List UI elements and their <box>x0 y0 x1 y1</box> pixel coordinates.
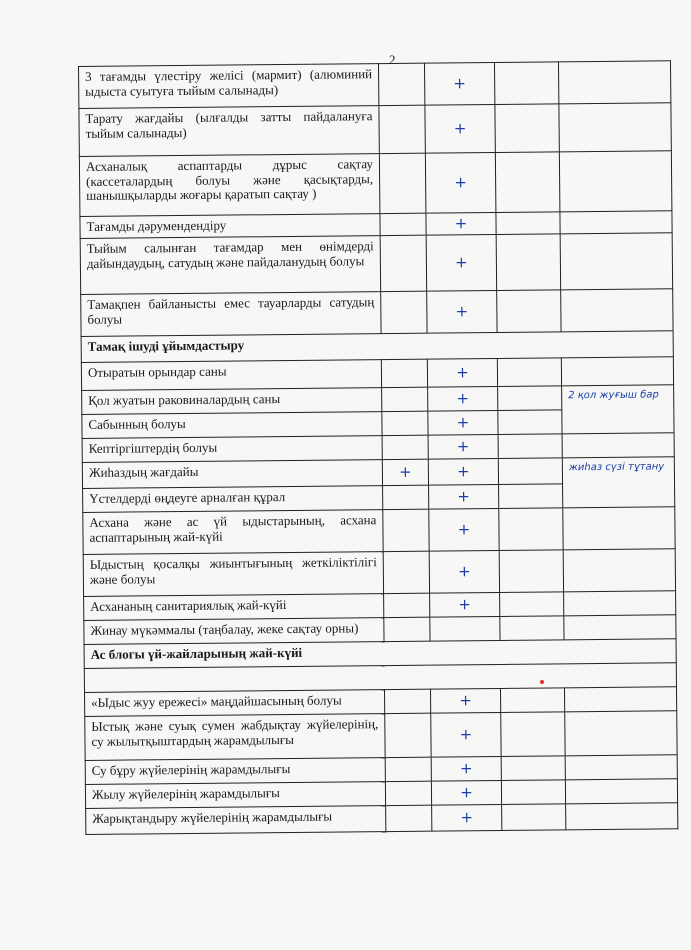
criterion-cell: «Ыдыс жуу ережесі» маңдайшасының болуы <box>85 690 385 717</box>
check-mark: + <box>427 358 497 387</box>
note-cell <box>565 779 677 804</box>
check-mark: + <box>424 63 494 106</box>
criterion-cell: Тыйым салынған тағамдар мен өнімдерді дайындаудың, сатудың және пайдаланудың болуы <box>80 236 381 295</box>
section-title: Тамақ ішуді ұйымдастыру <box>81 331 673 363</box>
check-mark: + <box>382 459 428 485</box>
table-row <box>81 289 673 337</box>
table-row <box>79 103 671 157</box>
criterion-cell: Ыстық және суық сумен жабдықтау жүйелерінің, су жылытқыштардың жарамдылығы <box>85 714 385 761</box>
criterion-cell: 3 тағамды үлестіру желісі (мармит) (алюминий ыдыста суытуға тыйым салынады) <box>79 64 379 109</box>
note-cell <box>561 289 673 332</box>
check-mark: + <box>431 712 501 757</box>
note-cell <box>558 61 670 104</box>
note-cell <box>561 357 673 386</box>
table-row <box>85 711 677 761</box>
criterion-cell: Жарықтандыру жүйелерінің жарамдылығы <box>86 806 386 835</box>
section-title: Ас блогы үй-жайларының жай-күйі <box>84 639 676 669</box>
check-mark: + <box>431 780 501 805</box>
criterion-cell: Ыдыстың қосалқы жиынтығының жеткіліктілігі және болуы <box>83 552 383 597</box>
check-mark: + <box>428 458 498 485</box>
ink-spot <box>540 680 544 684</box>
criterion-cell: Үстелдерді өңдеуге арналған құрал <box>83 486 383 513</box>
check-mark <box>430 616 500 641</box>
criterion-cell: Асханалық аспаптарды дұрыс сақтау (кассеталардың болуы және қасықтарды, шанышқыларды жоғары қаратып сақтау ) <box>79 154 380 217</box>
check-mark: + <box>428 434 498 459</box>
check-mark: + <box>429 508 499 551</box>
table-row <box>82 457 674 489</box>
inspection-sheet <box>78 60 678 896</box>
criterion-cell: Кептіргіштердің болуы <box>82 436 382 463</box>
note-cell <box>564 687 676 712</box>
check-mark: + <box>428 386 498 411</box>
criterion-cell: Жиһаздың жағдайы <box>82 460 382 489</box>
table-row <box>82 385 674 415</box>
check-mark: + <box>430 592 500 617</box>
criterion-cell: Су бұру жүйелерінің жарамдылығы <box>85 758 385 785</box>
table-row <box>83 507 675 555</box>
note-cell <box>559 151 672 212</box>
criterion-cell: Тарату жағдайы (ылғалды затты пайдалануға тыйым салынады) <box>79 106 379 157</box>
criterion-cell: Асхананың санитариялық жай-күйі <box>84 594 384 621</box>
check-mark: + <box>425 104 495 153</box>
check-mark: + <box>425 152 496 213</box>
criterion-cell: Асхана және ас үй ыдыстарының, асхана аспаптарының жай-күйі <box>83 510 383 555</box>
table-row <box>79 151 672 217</box>
note-cell <box>564 615 676 640</box>
check-mark: + <box>426 234 497 291</box>
check-mark: + <box>429 484 499 509</box>
checklist-table <box>78 60 678 835</box>
criterion-cell: Жинау мүкәммалы (таңбалау, жеке сақтау орны) <box>84 618 384 645</box>
criterion-cell: Жылу жүйелерінің жарамдылығы <box>85 782 385 809</box>
handwritten-note: жиһаз сүзі тұтану <box>562 457 674 508</box>
table-row <box>80 233 673 295</box>
criterion-cell: Отыратын орындар саны <box>81 360 381 391</box>
page-number: 2 <box>389 52 396 67</box>
note-cell <box>564 591 676 616</box>
check-mark: + <box>431 756 501 781</box>
check-mark: + <box>426 212 496 235</box>
criterion-cell: Тағамды дәрумендендіру <box>80 214 380 239</box>
table-row <box>86 803 678 835</box>
check-mark: + <box>432 804 502 831</box>
check-mark: + <box>429 550 499 593</box>
note-cell <box>563 549 675 592</box>
col-c-cell <box>494 62 558 105</box>
table-row <box>79 61 671 109</box>
check-mark: + <box>430 688 500 713</box>
check-mark: + <box>427 290 497 333</box>
note-cell <box>563 507 675 550</box>
note-cell <box>560 233 673 290</box>
col-a-cell <box>378 63 424 105</box>
note-cell <box>560 211 672 234</box>
handwritten-note: 2 қол жуғыш бар <box>562 385 674 434</box>
check-mark: + <box>428 410 498 435</box>
note-cell <box>565 755 677 780</box>
criterion-cell: Тамақпен байланысты емес тауарларды сатудың болуы <box>81 292 381 337</box>
note-cell <box>562 433 674 458</box>
note-cell <box>559 103 671 152</box>
criterion-cell: Сабынның болуы <box>82 412 382 439</box>
note-cell <box>565 711 677 756</box>
table-row <box>83 549 675 597</box>
note-cell <box>566 803 678 830</box>
criterion-cell: Қол жуатын раковиналардың саны <box>82 388 382 415</box>
